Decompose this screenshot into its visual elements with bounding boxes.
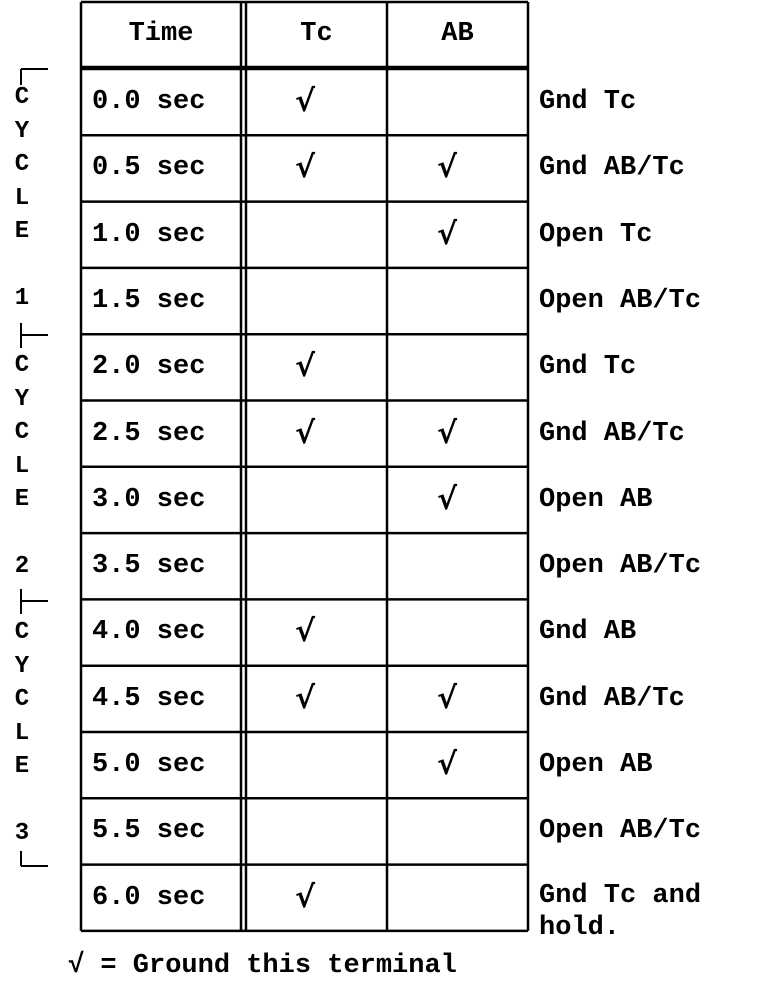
cycle-label-letter: C: [14, 352, 30, 379]
cycle-label-letter: C: [14, 419, 30, 446]
ab-check-icon: √: [437, 150, 458, 186]
time-cell: 2.5 sec: [92, 418, 206, 449]
time-cell: 5.5 sec: [92, 816, 206, 847]
time-cell: 2.0 sec: [92, 352, 206, 383]
time-cell: 0.0 sec: [92, 87, 206, 117]
tc-check-icon: √: [295, 879, 316, 915]
time-cell: 3.5 sec: [92, 551, 206, 582]
time-cell: 4.5 sec: [92, 683, 206, 714]
cycle-label-letter: L: [14, 184, 30, 212]
cycle-label-letter: 1: [14, 285, 30, 312]
cycle-label-letter: E: [14, 218, 30, 245]
tc-check-icon: √: [295, 349, 316, 385]
tc-check-icon: √: [295, 614, 316, 650]
time-cell: 6.0 sec: [92, 882, 206, 913]
action-label: Gnd Tc: [539, 87, 637, 117]
action-label: Open AB/Tc: [539, 551, 702, 582]
cycle-label-letter: Y: [14, 652, 30, 680]
action-label: Open AB: [539, 750, 653, 780]
time-cell: 1.0 sec: [92, 219, 206, 250]
time-cell: 1.5 sec: [92, 285, 206, 316]
action-label: Open AB/Tc: [539, 816, 702, 847]
action-label: Gnd AB/Tc: [539, 683, 685, 714]
cycle-label-letter: Y: [14, 117, 30, 145]
header-tc: Tc: [300, 19, 333, 49]
action-label: Gnd AB/Tc: [539, 418, 685, 449]
tc-check-icon: √: [295, 84, 316, 119]
cycle-label-letter: C: [14, 686, 30, 713]
cycle-label-letter: C: [14, 151, 30, 178]
action-label: Gnd Tc and hold.: [539, 880, 702, 943]
action-label: Gnd Tc: [539, 352, 637, 383]
ab-check-icon: √: [437, 481, 458, 517]
action-label: Open Tc: [539, 219, 653, 250]
header-time: Time: [128, 19, 194, 49]
cycle-label-letter: L: [14, 719, 30, 747]
tc-check-icon: √: [295, 680, 316, 716]
legend: √ = Ground this terminal: [68, 951, 457, 981]
cycle-label-letter: 2: [14, 553, 30, 580]
action-label: Gnd AB/Tc: [539, 153, 685, 184]
ab-check-icon: √: [437, 680, 458, 716]
action-label: Open AB: [539, 484, 653, 515]
ab-check-icon: √: [437, 216, 458, 252]
time-cell: 5.0 sec: [92, 750, 206, 780]
action-label: Open AB/Tc: [539, 285, 702, 316]
cycle-label-letter: 3: [14, 820, 30, 847]
cycle-label-letter: Y: [14, 385, 30, 413]
time-cell: 0.5 sec: [92, 153, 206, 184]
header-ab: AB: [441, 19, 474, 49]
action-label: Gnd AB: [539, 617, 637, 648]
cycle-label-letter: C: [14, 84, 30, 111]
ab-check-icon: √: [437, 415, 458, 451]
time-cell: 3.0 sec: [92, 484, 206, 515]
tc-check-icon: √: [295, 415, 316, 451]
cycle-label-letter: C: [14, 619, 30, 646]
cycle-label-letter: E: [14, 486, 30, 513]
ab-check-icon: √: [437, 747, 458, 782]
cycle-label-letter: E: [14, 753, 30, 780]
time-cell: 4.0 sec: [92, 617, 206, 648]
cycle-label-letter: L: [14, 452, 30, 480]
tc-check-icon: √: [295, 150, 316, 186]
